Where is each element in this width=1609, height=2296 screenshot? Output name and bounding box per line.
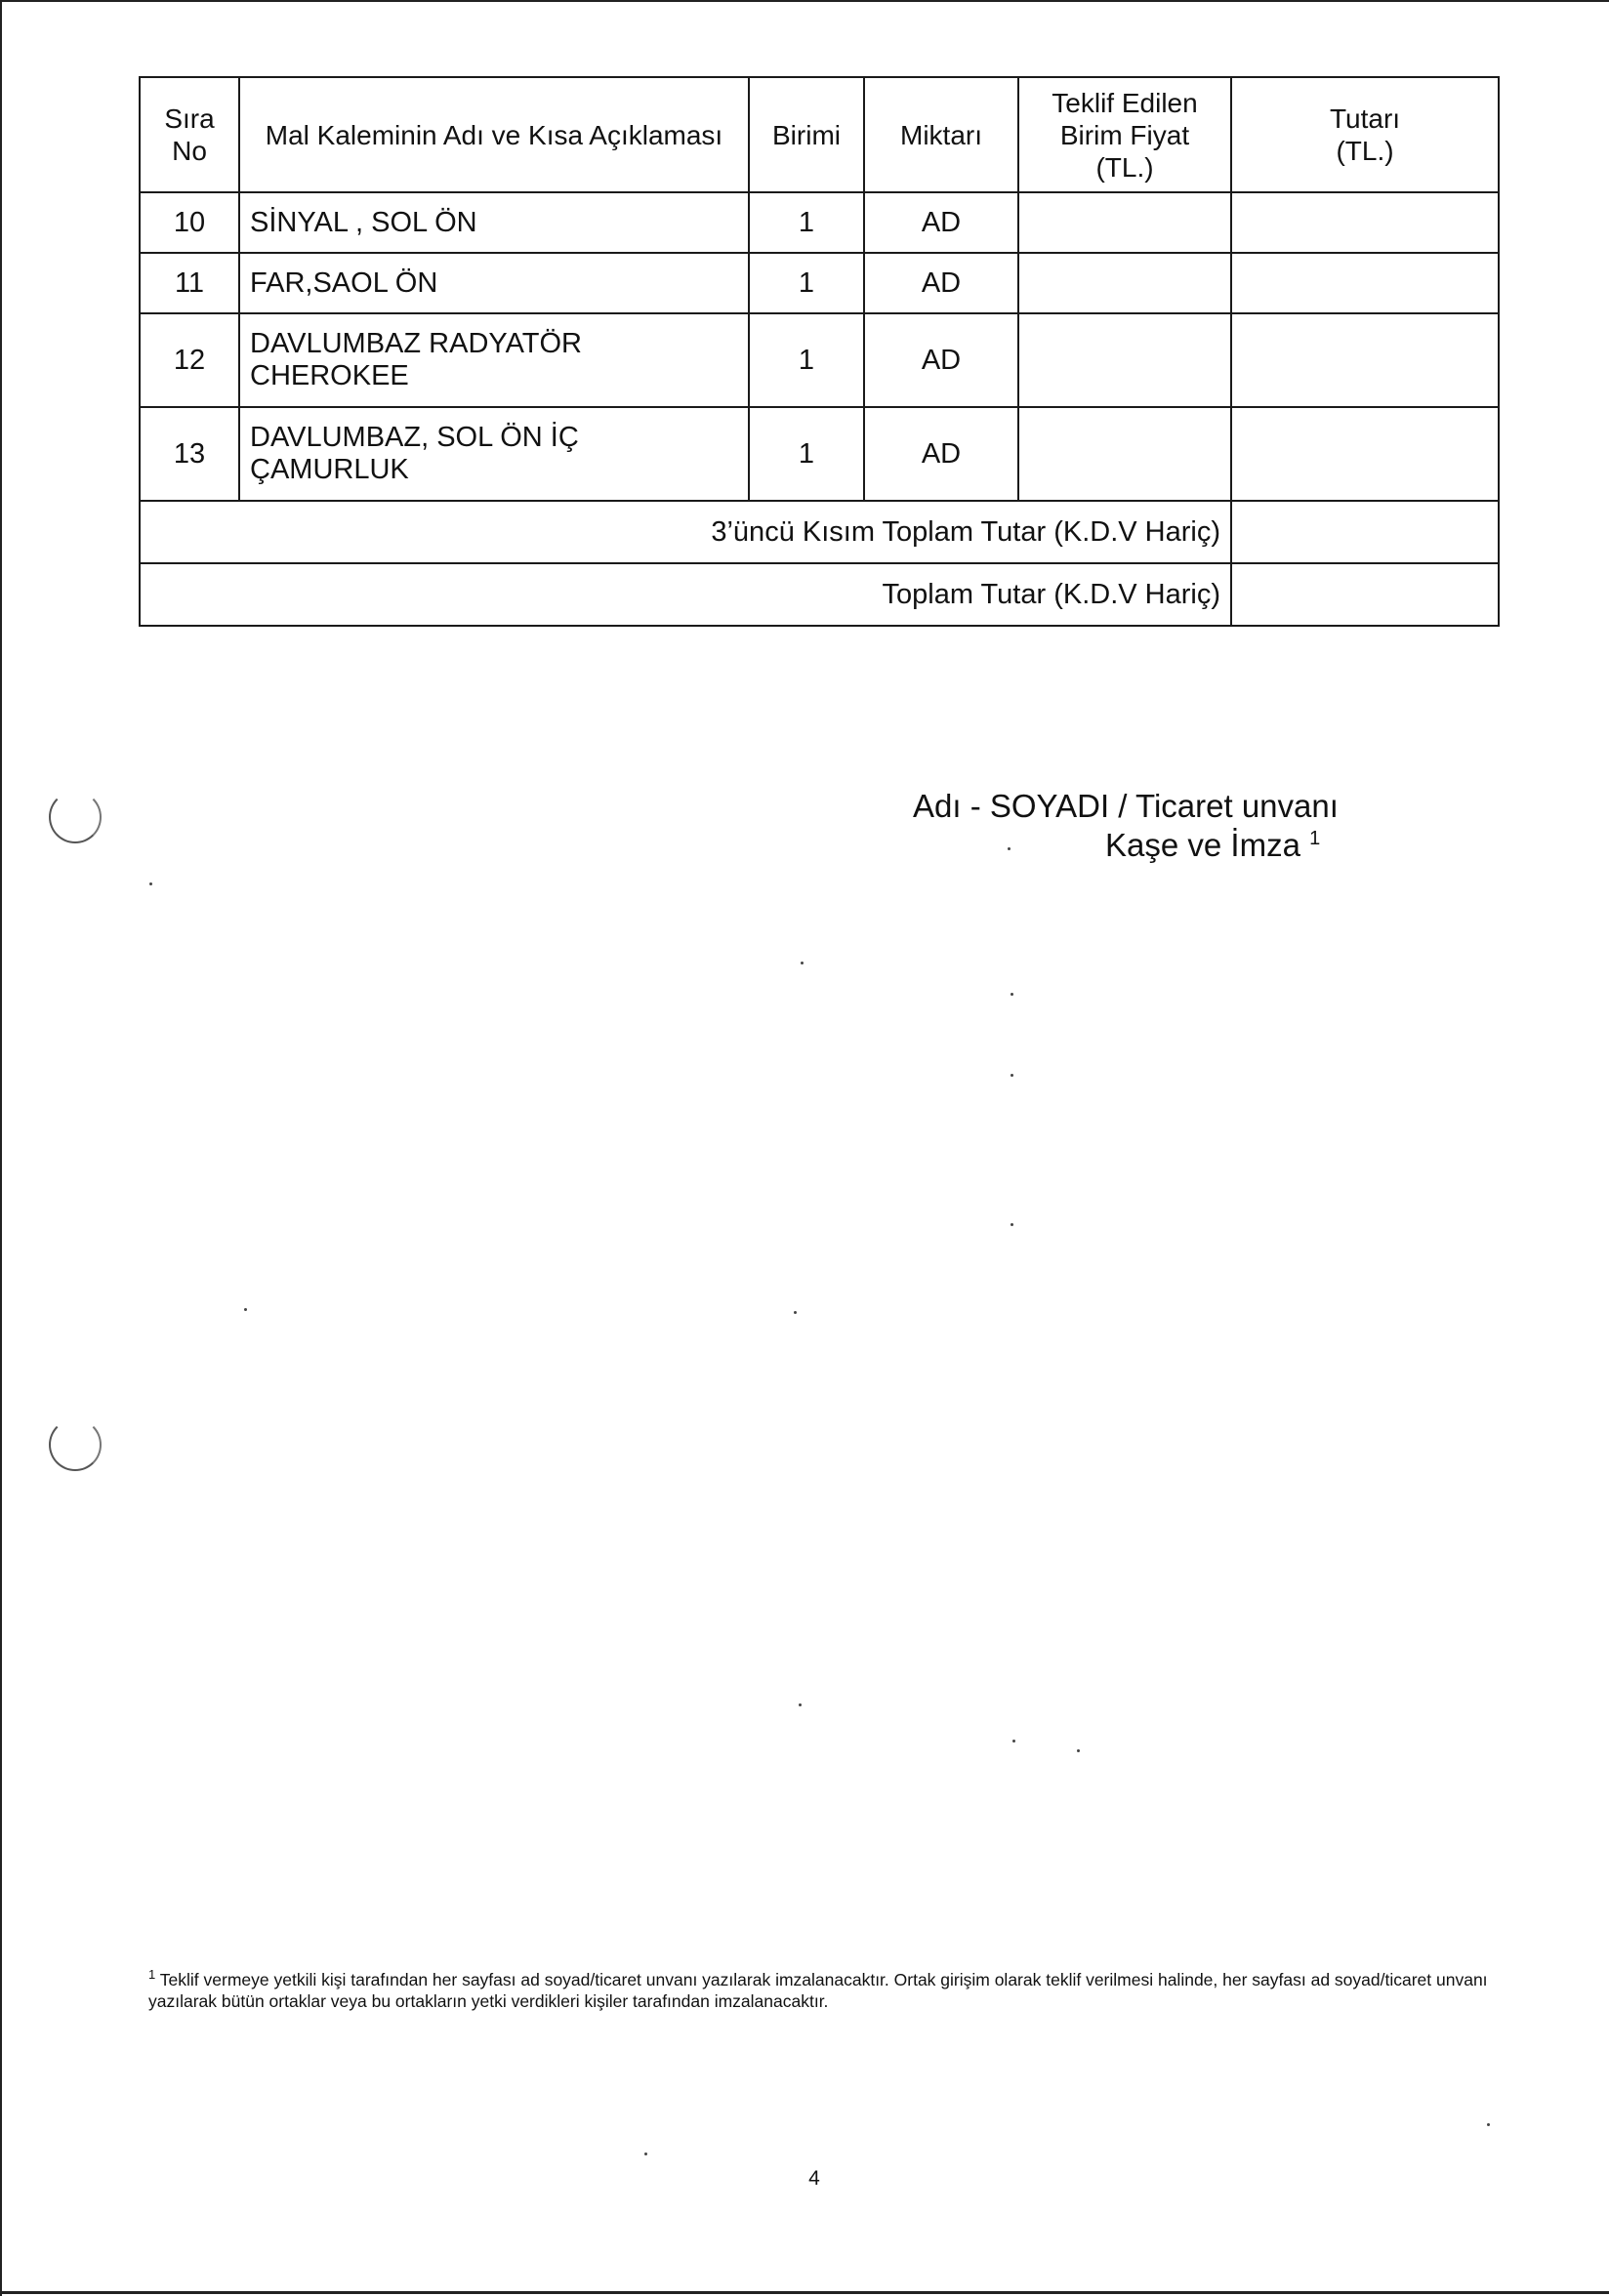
header-unit-price-line: Teklif Edilen	[1052, 87, 1198, 118]
header-amount-line: (TL.)	[1336, 136, 1394, 166]
header-amount	[1231, 77, 1499, 192]
scan-speck	[1487, 2123, 1490, 2126]
scan-speck	[1011, 1223, 1013, 1226]
row-description-line: SİNYAL , SOL ÖN	[250, 206, 477, 238]
header-unit-price-line: Birim Fiyat	[1059, 119, 1190, 150]
footnote	[148, 1964, 1496, 2012]
header-sira-no-line: Sıra	[164, 103, 215, 134]
table-row	[140, 407, 1499, 501]
row-unit: 1	[749, 407, 864, 501]
footnote-text: Teklif vermeye yetkili kişi tarafından her sayfası ad soyad/ticaret unvanı yazılarak imzalanacaktır. Ortak girişim olarak teklif verilmesi halinde, her sayfası ad soyad/ticaret unvanı yazılarak bütün ortaklar veya bu ortakların yetki verdikleri kişiler tarafından imzalanacaktır.	[148, 1969, 1488, 2011]
header-unit: Birimi	[749, 77, 864, 192]
row-amount-cell[interactable]	[1231, 253, 1499, 313]
row-amount-cell[interactable]	[1231, 407, 1499, 501]
items-table	[139, 76, 1500, 627]
row-description-line: CHEROKEE	[250, 360, 409, 391]
row-no: 10	[140, 192, 239, 253]
scan-edge-bottom	[0, 2291, 1609, 2294]
row-unit: 1	[749, 253, 864, 313]
row-quantity: AD	[864, 313, 1018, 407]
header-quantity: Miktarı	[864, 77, 1018, 192]
row-description-line: DAVLUMBAZ, SOL ÖN İÇ	[250, 422, 579, 453]
signature-stamp-label: Kaşe ve İmza	[1105, 827, 1300, 863]
scan-speck	[801, 962, 804, 964]
row-unit-price-cell[interactable]	[1018, 313, 1231, 407]
header-description: Mal Kaleminin Adı ve Kısa Açıklaması	[239, 77, 749, 192]
row-description-line: DAVLUMBAZ RADYATÖR	[250, 328, 582, 359]
row-no: 11	[140, 253, 239, 313]
row-unit-price-cell[interactable]	[1018, 407, 1231, 501]
punch-hole-upper	[49, 791, 102, 843]
grand-total-label: Toplam Tutar (K.D.V Hariç)	[140, 563, 1231, 626]
row-unit: 1	[749, 313, 864, 407]
signature-block	[913, 787, 1421, 865]
row-no: 13	[140, 407, 239, 501]
row-quantity: AD	[864, 192, 1018, 253]
scan-edge-top	[0, 0, 1609, 2]
signature-name-title-label: Adı - SOYADI / Ticaret unvanı	[913, 788, 1339, 824]
scan-speck	[149, 882, 152, 885]
row-quantity: AD	[864, 253, 1018, 313]
row-quantity: AD	[864, 407, 1018, 501]
row-description	[239, 313, 749, 407]
header-amount-line: Tutarı	[1329, 103, 1401, 134]
row-description-line: FAR,SAOL ÖN	[250, 266, 438, 299]
row-no: 12	[140, 313, 239, 407]
row-unit: 1	[749, 192, 864, 253]
row-unit-price-cell[interactable]	[1018, 192, 1231, 253]
row-amount-cell[interactable]	[1231, 192, 1499, 253]
punch-hole-lower	[49, 1418, 102, 1471]
scan-speck	[794, 1311, 797, 1314]
row-amount-cell[interactable]	[1231, 313, 1499, 407]
row-description	[239, 253, 749, 313]
header-sira-no	[140, 77, 239, 192]
signature-stamp-line	[913, 826, 1421, 865]
header-unit-price-line: (TL.)	[1095, 151, 1154, 183]
page-number: 4	[808, 2167, 820, 2190]
scan-edge-left	[0, 0, 2, 2296]
scan-speck	[799, 1703, 802, 1706]
row-description-line: ÇAMURLUK	[250, 454, 409, 485]
table-row	[140, 192, 1499, 253]
footnote-reference: 1	[1309, 828, 1321, 849]
grand-total-value-cell[interactable]	[1231, 563, 1499, 626]
table-header-row	[140, 77, 1499, 192]
scan-speck	[1011, 993, 1013, 996]
header-sira-no-line: No	[172, 136, 207, 166]
row-unit-price-cell[interactable]	[1018, 253, 1231, 313]
scan-speck	[644, 2152, 647, 2155]
footnote-marker: 1	[148, 1967, 156, 1982]
subtotal-value-cell[interactable]	[1231, 501, 1499, 563]
header-unit-price	[1018, 77, 1231, 192]
table-row	[140, 253, 1499, 313]
scan-speck	[244, 1308, 247, 1311]
grand-total-row	[140, 563, 1499, 626]
scan-speck	[1011, 1074, 1013, 1077]
subtotal-label: 3’üncü Kısım Toplam Tutar (K.D.V Hariç)	[140, 501, 1231, 563]
subtotal-row	[140, 501, 1499, 563]
row-description	[239, 407, 749, 501]
table-row	[140, 313, 1499, 407]
scan-speck	[1012, 1740, 1015, 1742]
row-description	[239, 192, 749, 253]
scan-speck	[1077, 1749, 1080, 1752]
